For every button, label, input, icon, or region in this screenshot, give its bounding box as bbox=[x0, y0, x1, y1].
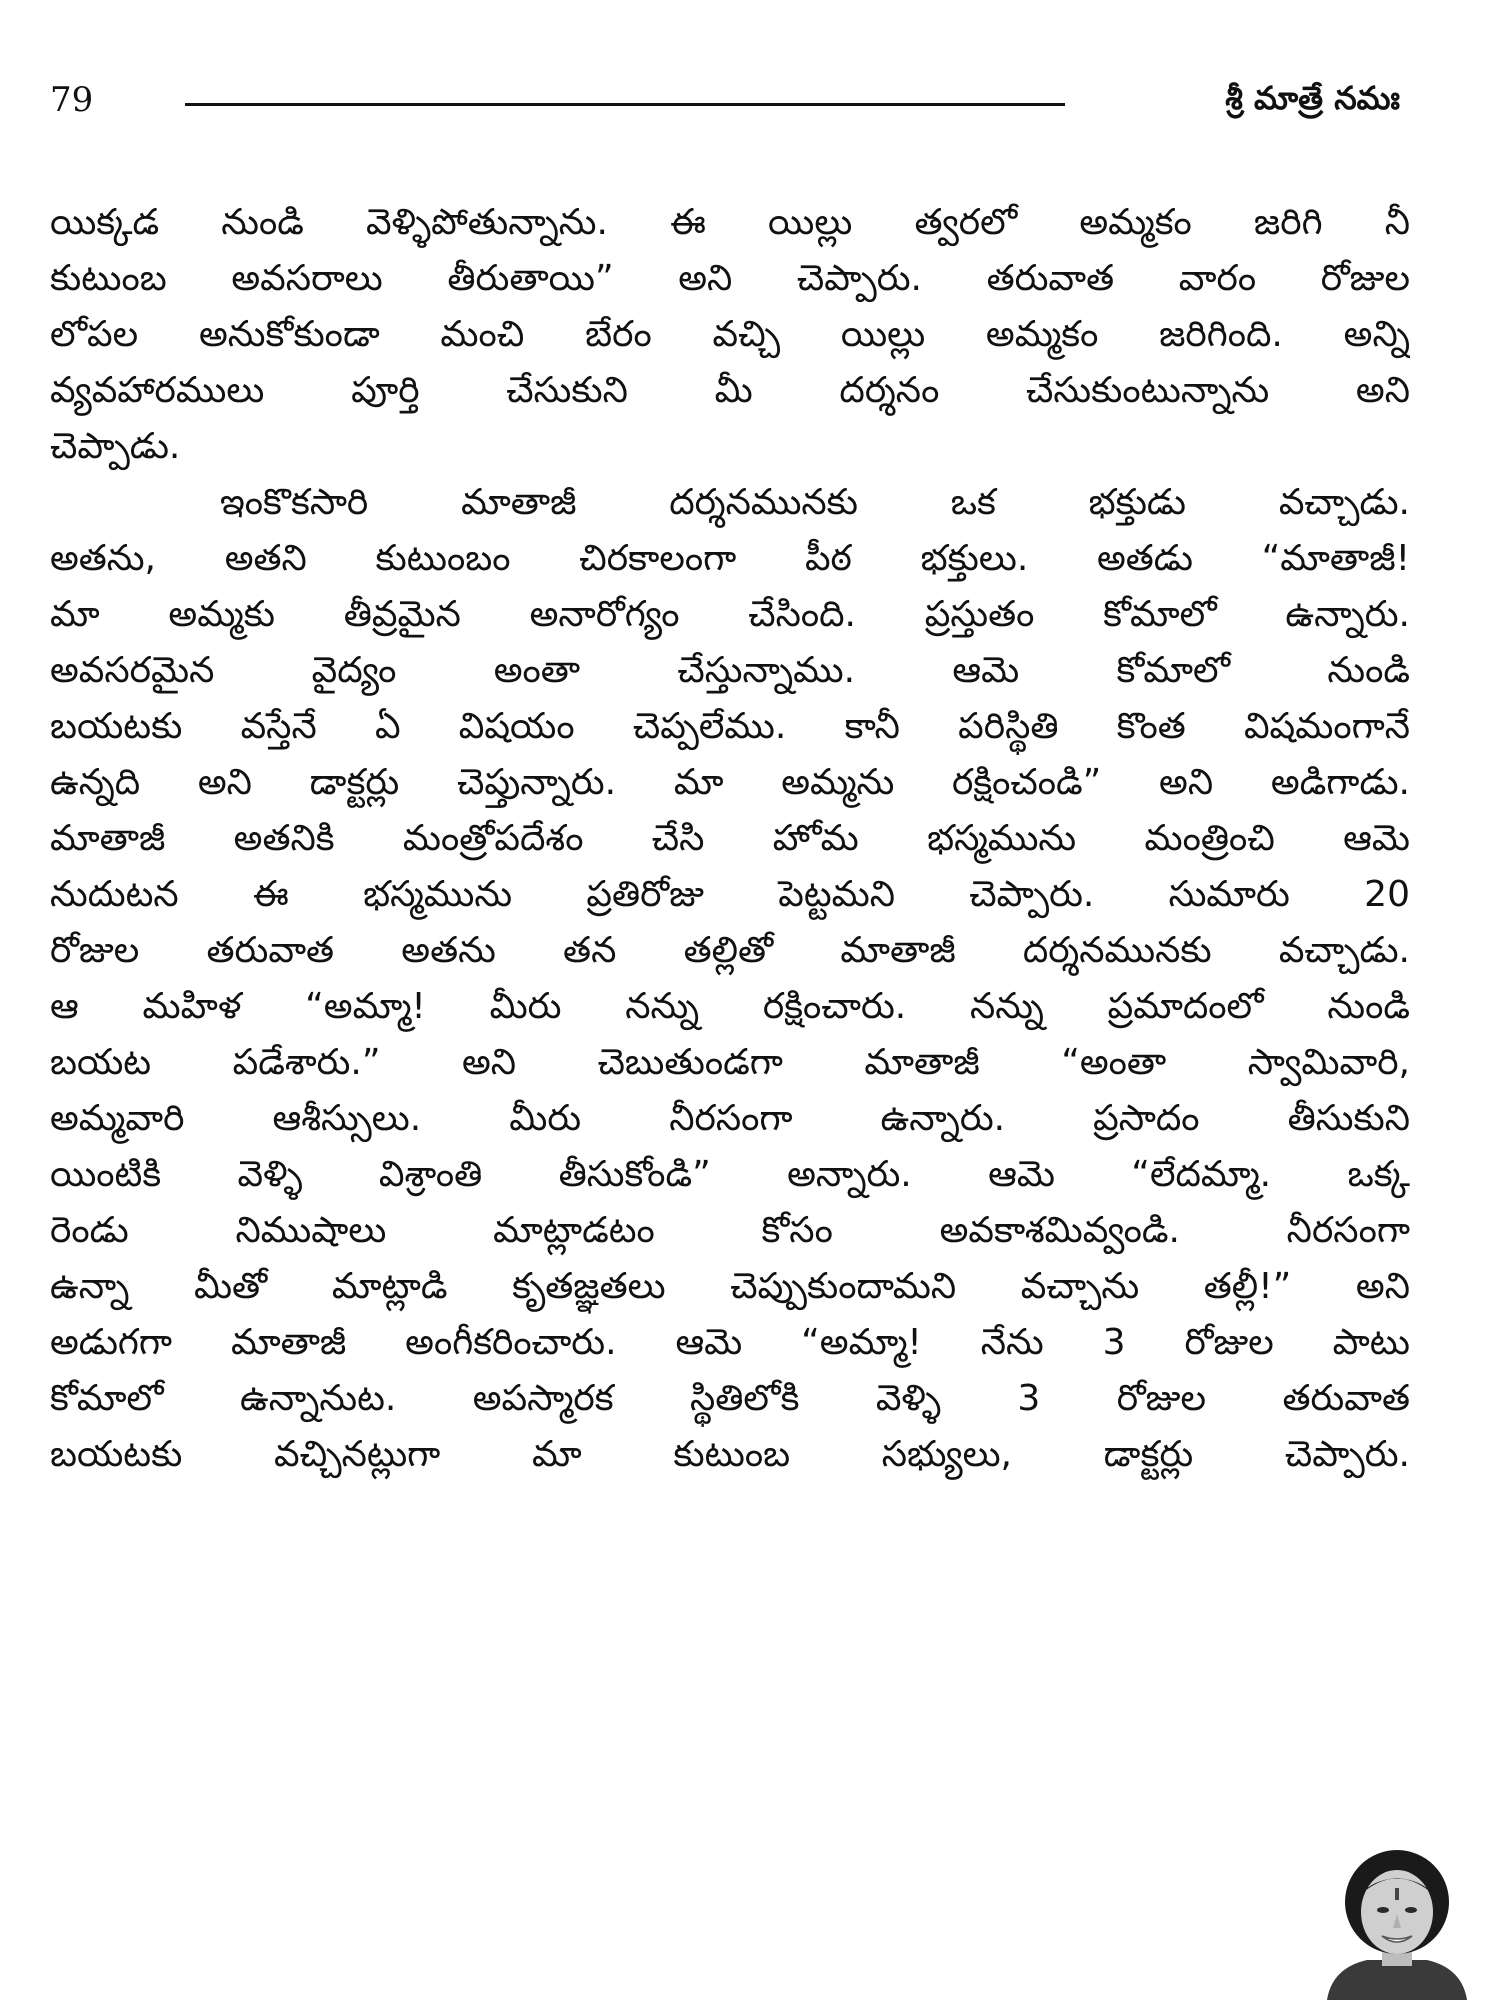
text-line: కోమాలో ఉన్నానుట. అపస్మారక స్థితిలోకి వెళ్ళి 3 రోజుల తరువాత bbox=[50, 1378, 1410, 1419]
text-line: యింటికి వెళ్ళి విశ్రాంతి తీసుకోండి” అన్నారు. ఆమె “లేదమ్మా. ఒక్క bbox=[50, 1154, 1410, 1195]
text-line: ఇంకొకసారి మాతాజీ దర్శనమునకు ఒక భక్తుడు వచ్చాడు. bbox=[220, 482, 1410, 523]
text-line: మా అమ్మకు తీవ్రమైన అనారోగ్యం చేసింది. ప్రస్తుతం కోమాలో ఉన్నారు. bbox=[50, 594, 1410, 635]
text-line: ఉన్నా మీతో మాట్లాడి కృతజ్ఞతలు చెప్పుకుందామని వచ్చాను తల్లీ!” అని bbox=[50, 1266, 1410, 1307]
text-line: చెప్పాడు. bbox=[50, 426, 181, 467]
paragraph-1 bbox=[50, 195, 1410, 475]
text-line: రోజుల తరువాత అతను తన తల్లితో మాతాజీ దర్శనమునకు వచ్చాడు. bbox=[50, 930, 1410, 971]
page-number: 79 bbox=[50, 80, 94, 120]
header-rule bbox=[185, 103, 1065, 106]
text-line: బయటకు వచ్చినట్లుగా మా కుటుంబ సభ్యులు, డాక్టర్లు చెప్పారు. bbox=[50, 1434, 1410, 1475]
text-line: ఉన్నది అని డాక్టర్లు చెప్తున్నారు. మా అమ్మను రక్షించండి” అని అడిగాడు. bbox=[50, 762, 1410, 803]
text-line: యిక్కడ నుండి వెళ్ళిపోతున్నాను. ఈ యిల్లు త్వరలో అమ్మకం జరిగి నీ bbox=[50, 202, 1410, 243]
text-line: కుటుంబ అవసరాలు తీరుతాయి” అని చెప్పారు. తరువాత వారం రోజుల bbox=[50, 258, 1410, 299]
text-line: ఆ మహిళ “అమ్మా! మీరు నన్ను రక్షించారు. నన్ను ప్రమాదంలో నుండి bbox=[50, 986, 1410, 1027]
text-line: అతను, అతని కుటుంబం చిరకాలంగా పీఠ భక్తులు. అతడు “మాతాజీ! bbox=[50, 538, 1410, 579]
paragraph-2 bbox=[50, 475, 1410, 1483]
text-line: అమ్మవారి ఆశీస్సులు. మీరు నీరసంగా ఉన్నారు. ప్రసాదం తీసుకుని bbox=[50, 1098, 1410, 1139]
text-line: లోపల అనుకోకుండా మంచి బేరం వచ్చి యిల్లు అమ్మకం జరిగింది. అన్ని bbox=[50, 314, 1410, 355]
portrait-photo bbox=[1322, 1840, 1472, 2000]
portrait-illustration bbox=[1322, 1840, 1472, 2000]
text-line: అవసరమైన వైద్యం అంతా చేస్తున్నాము. ఆమె కోమాలో నుండి bbox=[50, 650, 1410, 691]
text-line: రెండు నిముషాలు మాట్లాడటం కోసం అవకాశమివ్వండి. నీరసంగా bbox=[50, 1210, 1410, 1251]
text-line: అడుగగా మాతాజీ అంగీకరించారు. ఆమె “అమ్మా! నేను 3 రోజుల పాటు bbox=[50, 1322, 1410, 1363]
body-text bbox=[50, 195, 1410, 1483]
text-line: బయట పడేశారు.” అని చెబుతుండగా మాతాజీ “అంతా స్వామివారి, bbox=[50, 1042, 1410, 1083]
page-header bbox=[0, 0, 1500, 160]
text-line: నుదుటన ఈ భస్మమును ప్రతిరోజు పెట్టమని చెప్పారు. సుమారు 20 bbox=[50, 874, 1410, 915]
running-title: శ్రీ మాత్రే నమః bbox=[1225, 79, 1400, 117]
text-line: మాతాజీ అతనికి మంత్రోపదేశం చేసి హోమ భస్మమును మంత్రించి ఆమె bbox=[50, 818, 1410, 859]
text-line: బయటకు వస్తేనే ఏ విషయం చెప్పలేము. కానీ పరిస్థితి కొంత విషమంగానే bbox=[50, 706, 1410, 747]
text-line: వ్యవహారములు పూర్తి చేసుకుని మీ దర్శనం చేసుకుంటున్నాను అని bbox=[50, 370, 1410, 411]
